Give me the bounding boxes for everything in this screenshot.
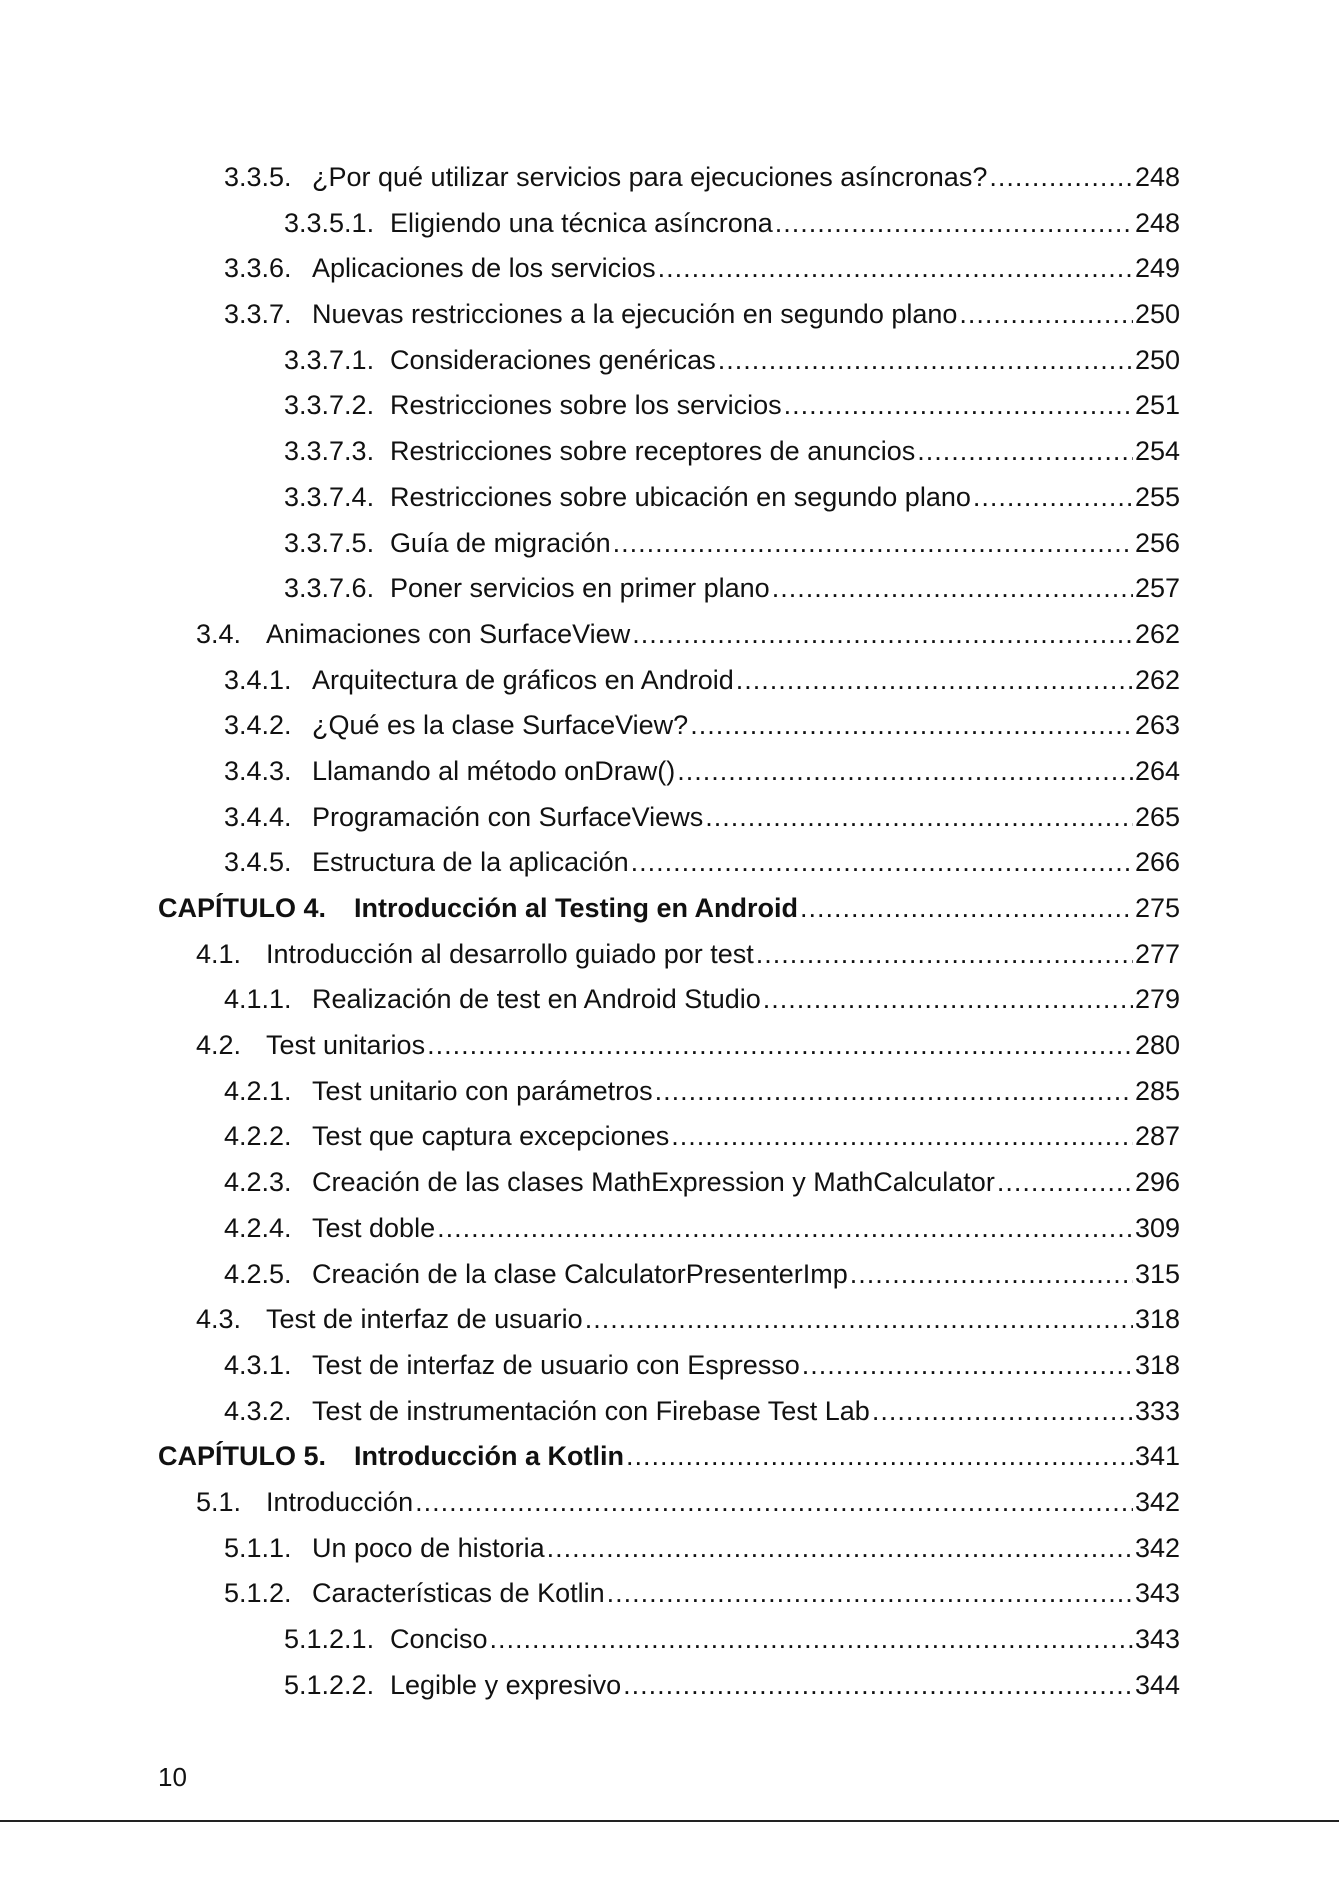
- dot-leader: [705, 795, 1133, 841]
- toc-entry[interactable]: [158, 155, 1180, 201]
- dot-leader: [585, 1297, 1133, 1343]
- toc-entry-page: 262: [1134, 618, 1180, 649]
- toc-entry-number: 4.2.1.: [224, 1075, 292, 1106]
- toc-entry-number: CAPÍTULO 5.: [158, 1441, 327, 1472]
- dot-leader: [690, 703, 1133, 749]
- toc-entry[interactable]: [158, 1206, 1180, 1252]
- toc-entry-title: Legible y expresivo: [390, 1669, 622, 1700]
- toc-entry-title: Introducción al desarrollo guiado por test: [266, 938, 754, 969]
- toc-entry-number: 3.4.: [196, 618, 242, 649]
- toc-entry-title: Eligiendo una técnica asíncrona: [390, 207, 773, 238]
- toc-entry-number: 5.1.1.: [224, 1532, 292, 1563]
- toc-entry-title: Aplicaciones de los servicios: [312, 253, 656, 284]
- toc-entry-title: Poner servicios en primer plano: [390, 573, 770, 604]
- toc-entry[interactable]: [158, 1663, 1180, 1709]
- toc-entry-page: 256: [1134, 527, 1180, 558]
- toc-entry-page: 343: [1134, 1624, 1180, 1654]
- dot-leader: [756, 932, 1133, 978]
- toc-entry-title: ¿Qué es la clase SurfaceView?: [312, 710, 689, 741]
- page-number: 10: [158, 1762, 187, 1792]
- toc-entry-number: 4.3.2.: [224, 1395, 292, 1426]
- dot-leader: [850, 1252, 1133, 1298]
- toc-entry-page: 266: [1134, 847, 1180, 878]
- toc-entry-number: 3.4.5.: [224, 847, 292, 878]
- toc-entry-title: Test de interfaz de usuario con Espresso: [312, 1349, 800, 1380]
- toc-entry[interactable]: [158, 1297, 1180, 1343]
- toc-entry-title: Test de instrumentación con Firebase Test Lab: [312, 1395, 870, 1426]
- toc-entry-page: 275: [1134, 893, 1180, 923]
- toc-entry-title: Animaciones con SurfaceView: [266, 618, 631, 649]
- toc-entry[interactable]: [158, 658, 1180, 704]
- toc-entry-title: Restricciones sobre los servicios: [390, 390, 782, 421]
- toc-entry-title: Programación con SurfaceViews: [312, 801, 704, 832]
- toc-entry-page: 277: [1134, 938, 1180, 969]
- toc-entry[interactable]: [158, 977, 1180, 1023]
- dot-leader: [607, 1571, 1133, 1617]
- toc-entry-title: Test unitarios: [266, 1030, 426, 1061]
- toc-entry-page: 296: [1134, 1167, 1180, 1198]
- toc-entry-number: 5.1.2.: [224, 1578, 292, 1609]
- toc-entry-title: Guía de migración: [390, 527, 611, 558]
- dot-leader: [632, 612, 1133, 658]
- toc-entry-title: Introducción: [266, 1486, 414, 1517]
- dot-leader: [973, 475, 1133, 521]
- dot-leader: [917, 429, 1133, 475]
- toc-entry-number: 4.2.: [196, 1030, 242, 1061]
- toc-chapter-entry[interactable]: [158, 1434, 1180, 1480]
- dot-leader: [997, 1160, 1133, 1206]
- toc-entry[interactable]: [158, 1571, 1180, 1617]
- toc-entry-page: 255: [1134, 481, 1180, 512]
- toc-entry-title: Realización de test en Android Studio: [312, 984, 761, 1015]
- toc-entry-page: 309: [1134, 1212, 1180, 1243]
- toc-entry-number: 4.3.: [196, 1304, 242, 1335]
- table-of-contents: [158, 155, 1180, 1708]
- dot-leader: [784, 383, 1133, 429]
- dot-leader: [772, 566, 1133, 612]
- toc-entry-title: Llamando al método onDraw(): [312, 755, 676, 786]
- toc-entry-page: 250: [1134, 299, 1180, 330]
- toc-entry-page: 250: [1134, 344, 1180, 375]
- dot-leader: [677, 749, 1133, 795]
- toc-entry-title: Test de interfaz de usuario: [266, 1304, 583, 1335]
- toc-entry-title: Introducción a Kotlin: [354, 1441, 624, 1472]
- toc-entry-number: 4.1.: [196, 938, 242, 969]
- toc-entry-number: 3.3.7.5.: [284, 527, 375, 558]
- dot-leader: [736, 658, 1133, 704]
- toc-entry-page: 341: [1134, 1441, 1180, 1472]
- toc-entry-number: 3.3.7.6.: [284, 573, 375, 604]
- toc-entry-page: 287: [1134, 1121, 1180, 1152]
- dot-leader: [800, 886, 1133, 932]
- footer-rule: [0, 1820, 1339, 1822]
- toc-entry-page: 318: [1134, 1349, 1180, 1380]
- toc-entry-number: 3.4.2.: [224, 710, 292, 741]
- toc-entry-title: Creación de las clases MathExpression y MathCalculator: [312, 1167, 995, 1198]
- toc-entry[interactable]: [158, 795, 1180, 841]
- toc-entry[interactable]: [158, 1480, 1180, 1526]
- toc-entry[interactable]: [158, 749, 1180, 795]
- toc-entry-title: Consideraciones genéricas: [390, 344, 716, 375]
- toc-entry-title: ¿Por qué utilizar servicios para ejecuciones asíncronas?: [312, 162, 988, 192]
- toc-entry-title: Test doble: [312, 1212, 436, 1243]
- toc-entry[interactable]: [158, 1252, 1180, 1298]
- toc-entry-number: 5.1.: [196, 1486, 242, 1517]
- dot-leader: [427, 1023, 1133, 1069]
- toc-entry[interactable]: [158, 1526, 1180, 1572]
- toc-entry-title: Introducción al Testing en Android: [354, 893, 798, 923]
- toc-entry-number: 4.1.1.: [224, 984, 292, 1015]
- toc-entry-number: 3.3.7.: [224, 299, 292, 330]
- toc-entry-title: Un poco de historia: [312, 1532, 545, 1563]
- dot-leader: [437, 1206, 1133, 1252]
- dot-leader: [763, 977, 1133, 1023]
- toc-entry[interactable]: [158, 932, 1180, 978]
- toc-entry-title: Test unitario con parámetros: [312, 1075, 653, 1106]
- toc-entry[interactable]: [158, 840, 1180, 886]
- toc-entry-page: 280: [1134, 1030, 1180, 1061]
- dot-leader: [872, 1389, 1133, 1435]
- toc-entry-page: 318: [1134, 1304, 1180, 1335]
- dot-leader: [671, 1114, 1133, 1160]
- toc-entry-page: 279: [1134, 984, 1180, 1015]
- dot-leader: [775, 201, 1133, 247]
- toc-entry[interactable]: [158, 703, 1180, 749]
- toc-entry[interactable]: [158, 1160, 1180, 1206]
- toc-entry[interactable]: [158, 1023, 1180, 1069]
- toc-entry[interactable]: [158, 429, 1180, 475]
- toc-entry[interactable]: [158, 612, 1180, 658]
- toc-entry[interactable]: [158, 1114, 1180, 1160]
- toc-entry[interactable]: [158, 566, 1180, 612]
- toc-entry-number: 4.2.3.: [224, 1167, 292, 1198]
- toc-entry-number: 5.1.2.1.: [284, 1624, 375, 1654]
- dot-leader: [631, 840, 1133, 886]
- toc-entry-number: 3.4.3.: [224, 755, 292, 786]
- toc-entry-number: 3.3.5.: [224, 162, 292, 192]
- toc-chapter-entry[interactable]: [158, 886, 1180, 932]
- toc-entry-number: 3.3.7.1.: [284, 344, 375, 375]
- toc-entry-number: 3.3.6.: [224, 253, 292, 284]
- toc-entry-page: 315: [1134, 1258, 1180, 1289]
- toc-entry-page: 263: [1134, 710, 1180, 741]
- dot-leader: [802, 1343, 1133, 1389]
- dot-leader: [718, 338, 1133, 384]
- toc-entry-title: Características de Kotlin: [312, 1578, 605, 1609]
- toc-entry-page: 251: [1134, 390, 1180, 421]
- toc-entry[interactable]: [158, 1343, 1180, 1389]
- toc-entry-number: 5.1.2.2.: [284, 1669, 375, 1700]
- toc-entry[interactable]: [158, 475, 1180, 521]
- toc-entry-page: 343: [1134, 1578, 1180, 1609]
- toc-entry[interactable]: [158, 246, 1180, 292]
- dot-leader: [626, 1434, 1133, 1480]
- toc-entry-number: 4.2.5.: [224, 1258, 292, 1289]
- toc-entry-page: 248: [1134, 162, 1180, 192]
- dot-leader: [623, 1663, 1133, 1709]
- toc-entry[interactable]: [158, 292, 1180, 338]
- toc-entry-page: 248: [1134, 207, 1180, 238]
- toc-entry[interactable]: [158, 521, 1180, 567]
- toc-entry-title: Restricciones sobre receptores de anuncios: [390, 436, 916, 467]
- toc-entry-page: 344: [1134, 1669, 1180, 1700]
- dot-leader: [655, 1069, 1133, 1115]
- toc-entry-number: 3.4.1.: [224, 664, 292, 695]
- toc-entry-number: 3.4.4.: [224, 801, 292, 832]
- toc-entry[interactable]: [158, 1617, 1180, 1663]
- toc-entry-number: 3.3.5.1.: [284, 207, 375, 238]
- toc-entry-title: Arquitectura de gráficos en Android: [312, 664, 734, 695]
- toc-entry-title: Conciso: [390, 1624, 488, 1654]
- dot-leader: [490, 1617, 1133, 1663]
- toc-entry-page: 262: [1134, 664, 1180, 695]
- dot-leader: [415, 1480, 1133, 1526]
- toc-entry-title: Restricciones sobre ubicación en segundo plano: [390, 481, 971, 512]
- toc-entry[interactable]: [158, 1389, 1180, 1435]
- toc-entry-title: Estructura de la aplicación: [312, 847, 629, 878]
- toc-entry-page: 249: [1134, 253, 1180, 284]
- toc-entry-title: Creación de la clase CalculatorPresenterImp: [312, 1258, 848, 1289]
- toc-entry-page: 265: [1134, 801, 1180, 832]
- toc-entry-number: 4.3.1.: [224, 1349, 292, 1380]
- toc-entry-number: CAPÍTULO 4.: [158, 893, 327, 923]
- dot-leader: [989, 155, 1133, 201]
- toc-entry-number: 3.3.7.2.: [284, 390, 375, 421]
- toc-entry[interactable]: [158, 201, 1180, 247]
- toc-entry-number: 3.3.7.3.: [284, 436, 375, 467]
- dot-leader: [959, 292, 1133, 338]
- toc-entry-number: 3.3.7.4.: [284, 481, 375, 512]
- toc-entry-page: 342: [1134, 1486, 1180, 1517]
- toc-entry-title: Nuevas restricciones a la ejecución en segundo plano: [312, 299, 958, 330]
- toc-entry-page: 254: [1134, 436, 1180, 467]
- toc-entry[interactable]: [158, 383, 1180, 429]
- toc-entry-page: 257: [1134, 573, 1180, 604]
- toc-entry-page: 342: [1134, 1532, 1180, 1563]
- toc-entry-number: 4.2.4.: [224, 1212, 292, 1243]
- toc-entry-page: 333: [1134, 1395, 1180, 1426]
- toc-entry-page: 264: [1134, 755, 1180, 786]
- toc-entry[interactable]: [158, 1069, 1180, 1115]
- dot-leader: [658, 246, 1133, 292]
- dot-leader: [547, 1526, 1133, 1572]
- toc-entry-number: 4.2.2.: [224, 1121, 292, 1152]
- toc-entry-page: 285: [1134, 1075, 1180, 1106]
- toc-entry[interactable]: [158, 338, 1180, 384]
- dot-leader: [613, 521, 1133, 567]
- toc-entry-title: Test que captura excepciones: [312, 1121, 670, 1152]
